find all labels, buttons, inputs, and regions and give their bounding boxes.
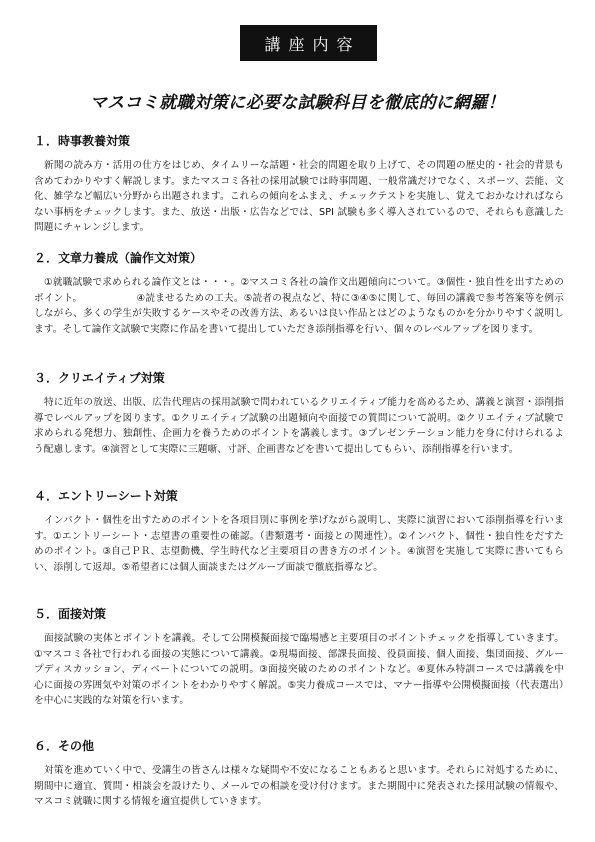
section-heading: ６．その他 [34,739,95,753]
section-writing [34,250,564,337]
page-title: 講座内容 [264,34,361,54]
section-body: 対策を進めていく中で、受講生の皆さんは様々な疑問や不安になることもあると思います。それらに対処するために、期間中に適宜、質問・相談会を設けたり、メールでの相談を受け付けます。また期間中に発表された採用試験の情報や、マスコミ就職に関する情報を適宜提供していきます。 [34,765,564,807]
section-body: 面接試験の実体とポイントを講義。そして公開模擬面接で臨場感と主要項目のポイントチェックを指導していきます。①マスコミ各社で行われる面接の実態について講義。②現場面接、部課長面接、役員面接、個人面接、集団面接、グループディスカッション、ディベートについての説明。③面接突破のためのポイントなど。④夏休み特訓コースでは講義を中心に面接の雰囲気や対策のポイントをわかりやすく解説。⑤実力養成コースでは、マナー指導や公開模擬面接（代表選出）を中心に実践的な対策を行います。 [34,633,564,706]
section-heading: ４．エントリーシート対策 [34,489,178,503]
section-body: 新聞の読み方・活用の仕方をはじめ、タイムリーな話題・社会的問題を取り上げて、その問題の歴史的・社会的背景も含めてわかりやすく解説します。またマスコミ各社の採用試験では時事問題、一般常識だけでなく、スポーツ、芸能、文化、雑学など幅広い分野から出題されます。これらの傾向をふまえ、チェックテストを実施し、覚えておかなければならない事柄をチェックします。また、放送・出版・広告などでは、SPI 試験も多く導入されているので、それらも意識した問題にチャレンジします。 [34,160,564,233]
section-current-affairs [34,133,564,236]
section-heading: ２．文章力養成（論作文対策） [34,251,203,265]
section-body: ①就職試験で求められる論作文とは・・・。②マスコミ各社の論作文出題傾向について。③個性・独自性を出すためのポイント。 ④読ませるための工夫。⑤読者の視点など、特に③④⑤に関して、毎回の講義で参考答案等を例示しながら、多くの学生が失敗するケースやその改善方法、あるいは良い作品とはどのようなものかを分かりやすく説明します。そして論作文試験で実際に作品を書いて提出していただき添削指導を行い、個々のレベルアップを図ります。 [34,277,564,335]
headline: マスコミ就職対策に必要な試験科目を徹底的に網羅！ [89,93,506,113]
section-other [34,738,564,810]
section-entry-sheet [34,488,564,575]
section-heading: １．時事教養対策 [34,134,131,148]
section-body: インパクト・個性を出すためのポイントを各項目別に事例を挙げながら説明し、実際に演習において添削指導を行います。①エントリーシート・志望書の重要性の確認。（書類選考・面接との関連性）。②インパクト、個性・独自性をだすためのポイント。③自己ＰＲ、志望動機、学生時代など主要項目の書き方のポイント。④演習を実施して実際に書いてもらい、添削して返却。⑤希望者には個人面談またはグループ面談で徹底指導など。 [34,515,564,573]
section-creative [34,370,564,457]
title-banner [240,25,377,61]
section-heading: ５．面接対策 [34,607,107,621]
section-body: 特に近年の放送、出版、広告代理店の採用試験で問われているクリエイティブ能力を高めるため、講義と演習・添削指導でレベルアップを図ります。①クリエイティブ試験の出題傾向や面接での質問について説明。②クリエイティブ試験で求められる発想力、独創性、企画力を養うためのポイントを講義します。③プレゼンテーション能力を身に付けられるよう配慮します。④演習として実際に三題噺、寸評、企画書などを書いて提出してもらい、添削指導を行います。 [34,397,564,455]
section-heading: ３．クリエイティブ対策 [34,371,165,385]
section-interview [34,606,564,709]
